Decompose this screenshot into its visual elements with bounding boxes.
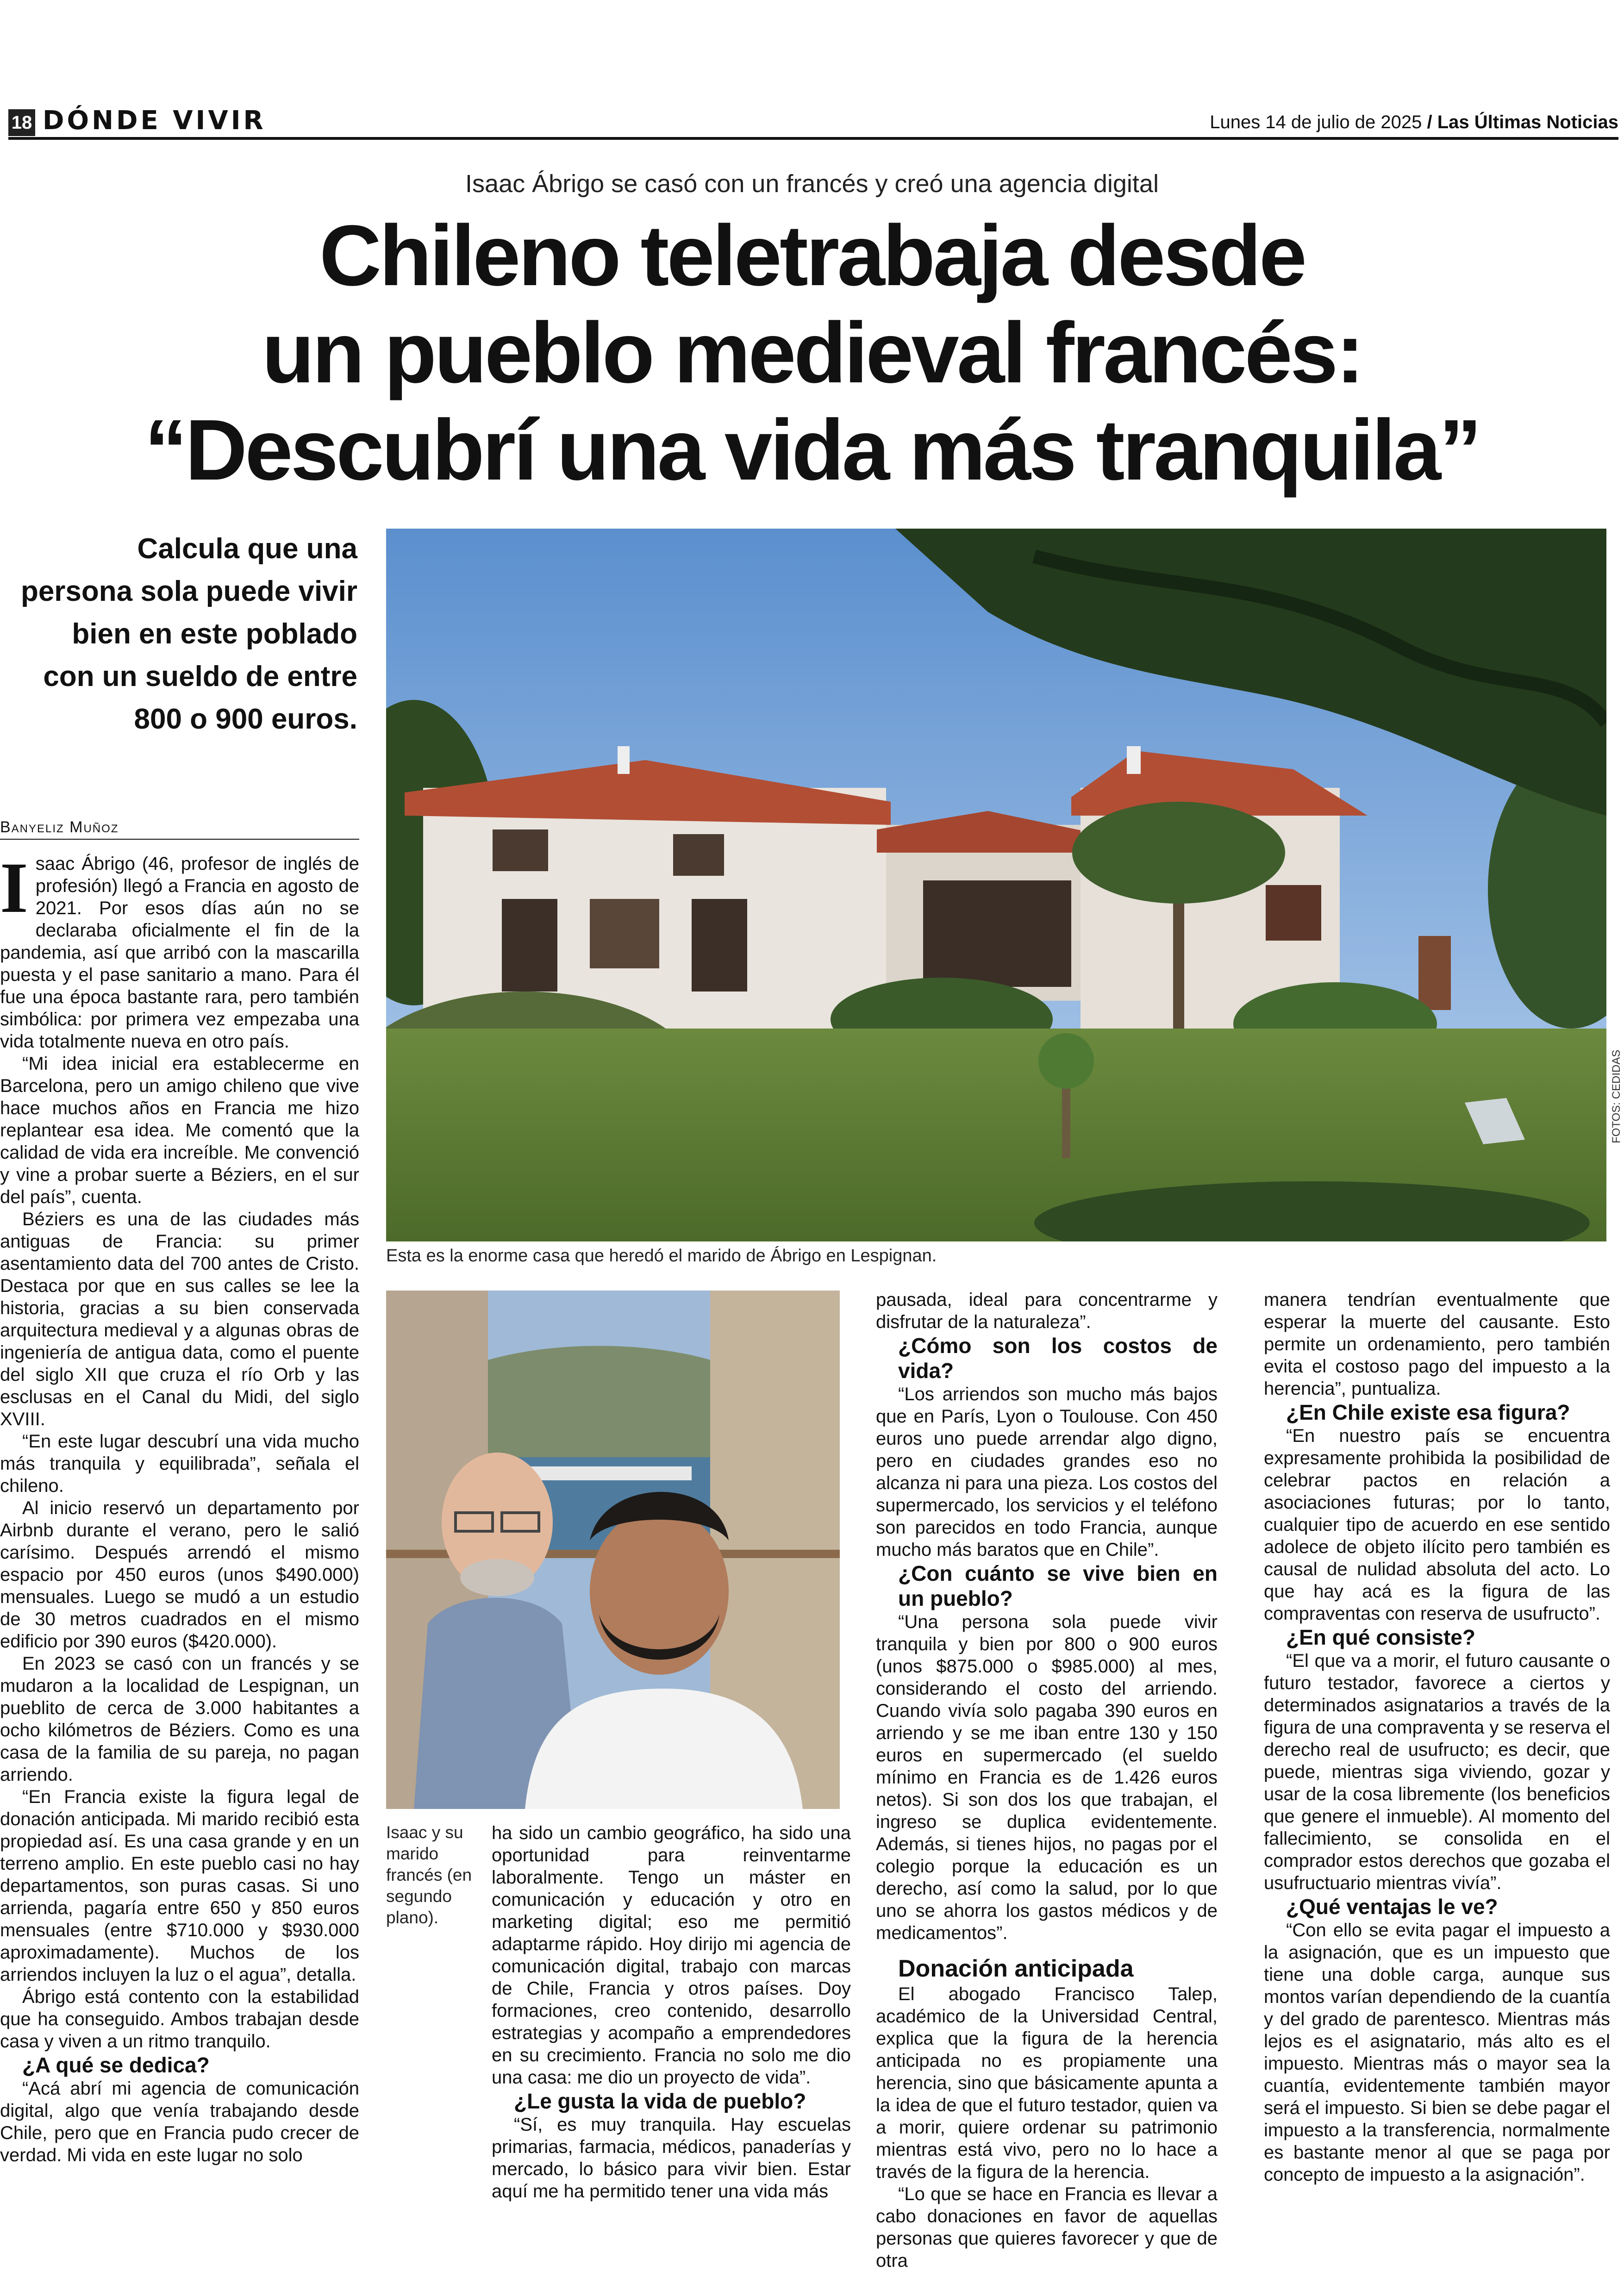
couple-photo-caption: Isaac y su marido francés (en segundo plano). bbox=[386, 1823, 472, 1927]
headline-line-1: Chileno teletrabaja desde bbox=[319, 208, 1305, 304]
deck-line-3: bien en este poblado bbox=[72, 618, 357, 650]
house-photo bbox=[386, 529, 1606, 1241]
article-deck bbox=[9, 528, 357, 741]
paragraph: “Los arriendos son mucho más bajos que en París, Lyon o Toulouse. Con 450 euros uno puede arrendar algo digno, pero en ciudades grandes eso no alcanza ni para una pieza. Los costos del supermercado, los servicios y el teléfono son parecidos en todo Francia, aunque mucho más baratos que en Chile”. bbox=[876, 1384, 1218, 1560]
article-headline bbox=[28, 207, 1596, 499]
issue-date: Lunes 14 de julio de 2025 bbox=[1210, 112, 1422, 132]
deck-line-1: Calcula que una bbox=[137, 533, 357, 565]
photo-credit: FOTOS: CEDIDAS bbox=[1610, 1049, 1623, 1143]
house-photo-caption: Esta es la enorme casa que heredó el marido de Ábrigo en Lespignan. bbox=[386, 1246, 937, 1266]
paragraph: “En nuestro país se encuentra expresamente prohibida la posibilidad de celebrar pactos en relación a asociaciones futuras; por lo tanto, cualquier tipo de acuerdo en ese sentido adolece de objeto ilícito pero también es causal de nulidad absoluta del acto. Lo que hay acá es la figura de las compraventas con reserva de usufructo”. bbox=[1264, 1426, 1610, 1624]
interview-question: ¿En qué consiste? bbox=[1286, 1625, 1475, 1649]
paragraph: “El que va a morir, el futuro causante o futuro testador, favorece a ciertos y determinados asignatarios a través de la figura de una compraventa y se reserva el derecho real de usufructo; es decir, que puede, mientras siga viviendo, gozar y usar de la cosa libremente (los beneficios que genere el inmueble). Al momento del fallecimiento, se consolida en el comprador estos derechos que gozaba el usufructuario mientras vivía”. bbox=[1264, 1651, 1610, 1893]
paragraph: “En este lugar descubrí una vida mucho más tranquila y equilibrada”, señala el chileno. bbox=[0, 1431, 359, 1496]
paragraph: “Acá abrí mi agencia de comunicación digital, algo que venía trabajando desde Chile, pero que en Francia pudo crecer de verdad. Mi vida en este lugar no solo bbox=[0, 2078, 359, 2165]
paragraph: En 2023 se casó con un francés y se mudaron a la localidad de Lespignan, un pueblito de cerca de 3.000 habitantes a ocho kilómetros de Béziers. Como es una casa de la familia de su pareja, no pagan arriendo. bbox=[0, 1653, 359, 1785]
paragraph: “En Francia existe la figura legal de donación anticipada. Mi marido recibió esta propiedad así. Es una casa grande y en un terreno amplio. En este pueblo casi no hay departamentos, son puras casas. Si uno arrienda, pagaría entre 650 y 850 euros mensuales (entre $710.000 y $930.000 aproximadamente). Muchos de los arriendos incluyen la luz o el agua”, detalla. bbox=[0, 1787, 359, 1985]
deck-line-4: con un sueldo de entre bbox=[43, 661, 357, 692]
interview-question: ¿Cómo son los costos de vida? bbox=[898, 1334, 1218, 1383]
deck-line-5: 800 o 900 euros. bbox=[134, 703, 357, 735]
headline-line-2: un pueblo medieval francés: bbox=[262, 305, 1362, 401]
paragraph: pausada, ideal para concentrarme y disfrutar de la naturaleza”. bbox=[876, 1290, 1218, 1332]
byline: Banyeliz Muñoz bbox=[0, 818, 119, 836]
article-column-3 bbox=[876, 1289, 1218, 2272]
interview-question: ¿Con cuánto se vive bien en un pueblo? bbox=[898, 1561, 1218, 1610]
paragraph: “Mi idea inicial era establecerme en Barcelona, pero un amigo chileno que vive hace muchos años en Francia me hizo replantear esa idea. Me comentó que la calidad de vida era increíble. Me convenció y vine a probar suerte a Béziers, en el sur del país”, cuenta. bbox=[0, 1054, 359, 1207]
drop-cap: I bbox=[0, 848, 28, 928]
paragraph: Béziers es una de las ciudades más antiguas de Francia: su primer asentamiento data del 700 antes de Cristo. Destaca por que en sus calles se lee la historia, gracias a su bien conservada arquitectura medieval y a algunas obras de ingeniería de antigua data, como el puente del siglo XII que cruza el río Orb y las esclusas en el Canal du Midi, del siglo XVIII. bbox=[0, 1209, 359, 1429]
paragraph: “Lo que se hace en Francia es llevar a cabo donaciones en favor de aquellas personas que quieres favorecer y que de otra bbox=[876, 2184, 1218, 2271]
paragraph-text: saac Ábrigo (46, profesor de inglés de profesión) llegó a Francia en agosto de 2021. Por esos días aún no se declaraba oficialmente el fin de la pandemia, así que arribó con la mascarilla puesta y el pase sanitario a mano. Para él fue una época bastante rara, pero también simbólica: por primera vez empezaba una vida totalmente nueva en otro país. bbox=[0, 854, 359, 1052]
house-illustration bbox=[386, 529, 1606, 1241]
paragraph: “Una persona sola puede vivir tranquila y bien por 800 o 900 euros (unos $875.000 o $985.000) al mes, considerando el costo del arriendo. Cuando vivía solo pagaba 390 euros en arriendo y se me iban entre 130 y 150 euros en supermercado (el sueldo mínimo en Francia es de 1.426 euros netos). Si son dos los que trabajan, el ingreso se duplica evidentemente. Además, si tienes hijos, no pagas por el colegio porque la educación es un derecho, así como la salud, por lo que uno se ahorra los gastos médicos y de medicamentos”. bbox=[876, 1612, 1218, 1943]
header-rule bbox=[8, 137, 1618, 140]
couple-photo bbox=[386, 1291, 840, 1809]
publication-name: Las Últimas Noticias bbox=[1437, 112, 1618, 132]
dateline-separator: / bbox=[1427, 112, 1432, 132]
paragraph: Al inicio reservó un departamento por Airbnb durante el verano, pero le salió carísimo. Después arrendó el mismo espacio por 450 euros (unos $490.000) mensuales. Luego se mudó a un estudio de 30 metros cuadrados en el mismo edificio por 390 euros ($420.000). bbox=[0, 1498, 359, 1652]
headline-line-3: “Descubrí una vida más tranquila” bbox=[144, 402, 1480, 498]
paragraph: “Sí, es muy tranquila. Hay escuelas primarias, farmacia, médicos, panaderías y mercado, lo básico para vivir bien. Estar aquí me ha permitido tener una vida más bbox=[492, 2114, 851, 2201]
byline-rule bbox=[0, 839, 359, 840]
article-column-2 bbox=[492, 1822, 851, 2202]
page-number: 18 bbox=[8, 109, 35, 136]
section-title: DÓNDE VIVIR bbox=[43, 106, 266, 136]
interview-question: ¿A qué se dedica? bbox=[22, 2053, 210, 2077]
paragraph: manera tendrían eventualmente que esperar la muerte del causante. Esto permite un ordenamiento, pero también evita el costoso pago del impuesto a la herencia”, puntualiza. bbox=[1264, 1290, 1610, 1399]
deck-line-2: persona sola puede vivir bbox=[20, 575, 357, 607]
interview-question: ¿Qué ventajas le ve? bbox=[1286, 1895, 1498, 1919]
interview-question: ¿En Chile existe esa figura? bbox=[1286, 1400, 1570, 1424]
paragraph: “Con ello se evita pagar el impuesto a la asignación, que es un impuesto que tiene una doble carga, aunque sus montos varían dependiendo de la cuantía y del grado de parentesco. Mientras más lejos es el asignatario, más alto es el impuesto. Mientras más o mayor sea la cuantía, evidentemente también mayor será el impuesto. Si bien se debe pagar el impuesto a la transferencia, normalmente es bastante menor al que se paga por concepto de impuesto a la asignación”. bbox=[1264, 1920, 1610, 2185]
paragraph bbox=[0, 848, 359, 1053]
paragraph: Ábrigo está contento con la estabilidad que ha conseguido. Ambos trabajan desde casa y viven a un ritmo tranquilo. bbox=[0, 1987, 359, 2052]
subheading: Donación anticipada bbox=[898, 1955, 1134, 1982]
paragraph: ha sido un cambio geográfico, ha sido una oportunidad para reinventarme laboralmente. Tengo un máster en comunicación y educación y otro en marketing digital; eso me permitió adaptarme rápido. Hoy dirijo mi agencia de comunicación digital, trabajo con marcas de Chile, Francia y otros países. Doy formaciones, creo contenido, desarrollo estrategias y acompaño a emprendedores en su crecimiento. Francia no solo me dio una casa: me dio un proyecto de vida”. bbox=[492, 1823, 851, 2088]
article-kicker: Isaac Ábrigo se casó con un francés y creó una agencia digital bbox=[465, 170, 1159, 198]
interview-question: ¿Le gusta la vida de pueblo? bbox=[514, 2089, 806, 2113]
dateline bbox=[1210, 109, 1618, 135]
paragraph: El abogado Francisco Talep, académico de la Universidad Central, explica que la figura de la herencia anticipada no es propiamente una herencia, sino que básicamente apunta a la idea de que el futuro testador, quien va a morir, quiere ordenar su patrimonio mientras está vivo, pero no lo hace a través de la figura de la herencia. bbox=[876, 1984, 1218, 2182]
article-column-4 bbox=[1264, 1289, 1610, 2186]
couple-illustration bbox=[386, 1291, 840, 1809]
article-column-1 bbox=[0, 848, 359, 2166]
